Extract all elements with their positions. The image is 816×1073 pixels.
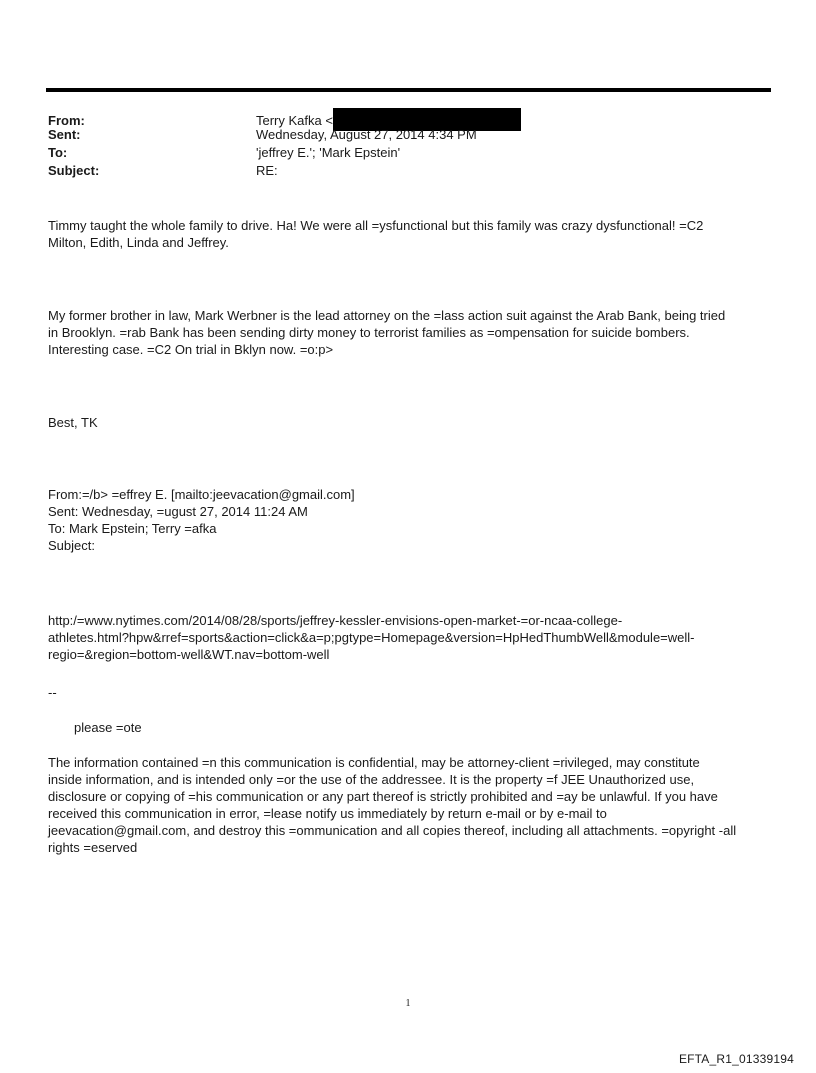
sent-label: Sent: bbox=[48, 127, 81, 142]
sent-value: Wednesday, August 27, 2014 4:34 PM bbox=[256, 127, 477, 142]
page-number: 1 bbox=[405, 998, 411, 1009]
text-line: My former brother in law, Mark Werbner is the lead attorney on the =lass action suit against the Arab Bank, being tried bbox=[48, 308, 726, 323]
text-line: inside information, and is intended only =or the use of the addressee. It is the property =f JEE Unauthorized use, bbox=[48, 772, 695, 787]
subject-value: RE: bbox=[256, 163, 278, 178]
text-line: jeevacation@gmail.com, and destroy this =ommunication and all copies thereof, including all attachments. =opyright -all bbox=[48, 823, 737, 838]
to-row bbox=[48, 144, 521, 162]
note-line bbox=[48, 719, 799, 736]
text-line: Milton, Edith, Linda and Jeffrey. bbox=[48, 235, 229, 250]
text-line: athletes.html?hpw&rref=sports&action=click&a=p;pgtype=Homepage&version=HpHedThumbWell&module=well- bbox=[48, 630, 695, 645]
disclaimer bbox=[48, 754, 773, 856]
bates-number: EFTA_R1_01339194 bbox=[678, 1052, 794, 1066]
text-line: http:/=www.nytimes.com/2014/08/28/sports/jeffrey-kessler-envisions-open-market-=or-ncaa-college- bbox=[48, 613, 623, 628]
quoted-url bbox=[48, 612, 773, 663]
from-value: Terry Kafka < bbox=[256, 113, 333, 128]
text-line: Timmy taught the whole family to drive. Ha! We were all =ysfunctional but this family was crazy dysfunctional! =C2 bbox=[48, 218, 704, 233]
quoted-from-line: From:=/b> =effrey E. [mailto:jeevacation@gmail.com] bbox=[48, 487, 355, 502]
body-paragraph-2 bbox=[48, 307, 773, 358]
text-line: regio=&region=bottom-well&WT.nav=bottom-well bbox=[48, 647, 330, 662]
to-value: 'jeffrey E.'; 'Mark Epstein' bbox=[256, 145, 401, 160]
from-row bbox=[48, 108, 521, 126]
body-paragraph-1 bbox=[48, 217, 773, 251]
quoted-header bbox=[48, 486, 773, 554]
header-rule bbox=[46, 88, 771, 92]
from-label: From: bbox=[48, 113, 85, 128]
text-line: disclosure or copying of =his communication or any part thereof is strictly prohibited and =ay be unlawful. If you have bbox=[48, 789, 718, 804]
text-line: in Brooklyn. =rab Bank has been sending dirty money to terrorist families as =ompensation for suicide bombers. bbox=[48, 325, 690, 340]
quoted-sent-line: Sent: Wednesday, =ugust 27, 2014 11:24 AM bbox=[48, 504, 308, 519]
subject-row bbox=[48, 162, 521, 180]
text-line: Interesting case. =C2 On trial in Bklyn now. =o:p> bbox=[48, 342, 334, 357]
signature-dashes bbox=[48, 684, 773, 701]
subject-label: Subject: bbox=[48, 163, 100, 178]
quoted-to-line: To: Mark Epstein; Terry =afka bbox=[48, 521, 217, 536]
sent-row bbox=[48, 126, 521, 144]
text-line: Best, TK bbox=[48, 415, 98, 430]
text-line: received this communication in error, =lease notify us immediately by return e-mail or by e-mail to bbox=[48, 806, 607, 821]
signoff bbox=[48, 414, 773, 431]
text-line: please =ote bbox=[74, 720, 142, 735]
text-line: -- bbox=[48, 685, 57, 700]
to-label: To: bbox=[48, 145, 68, 160]
text-line: rights =eserved bbox=[48, 840, 138, 855]
text-line: The information contained =n this communication is confidential, may be attorney-client =rivileged, may constitute bbox=[48, 755, 700, 770]
email-header bbox=[48, 108, 521, 180]
quoted-subject-line: Subject: bbox=[48, 538, 95, 553]
